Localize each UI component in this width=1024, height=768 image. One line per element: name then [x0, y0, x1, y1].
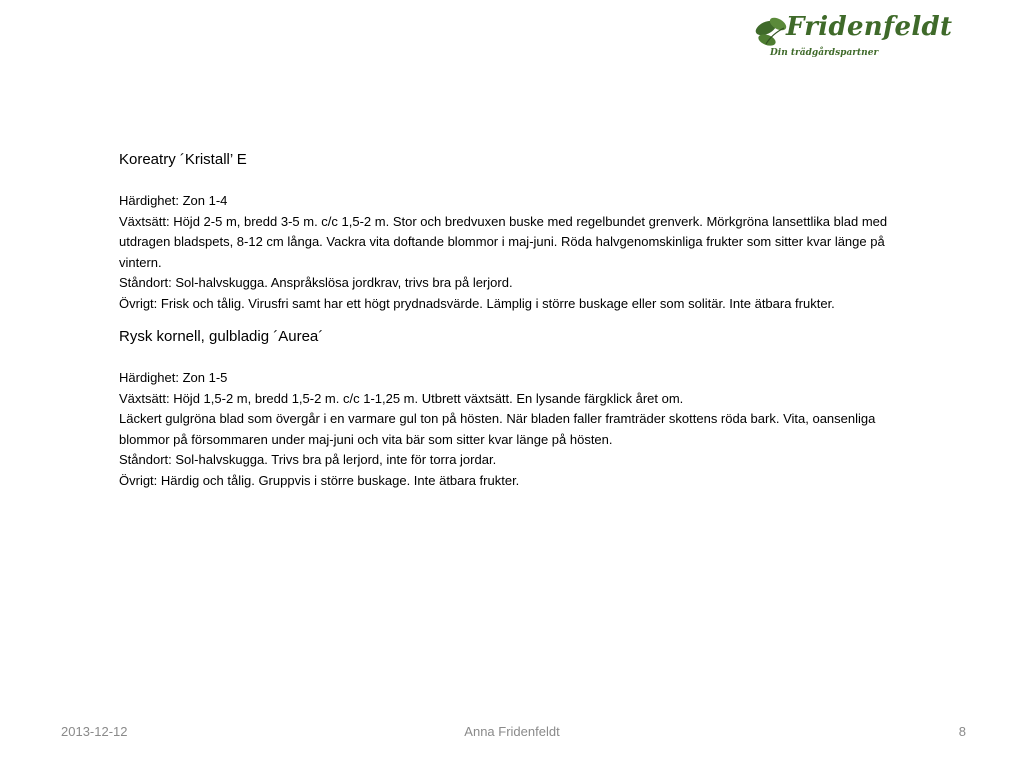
section-line-hardiness: Härdighet: Zon 1-5 — [119, 370, 228, 385]
section-line-hardiness: Härdighet: Zon 1-4 — [119, 193, 228, 208]
section-title: Koreatry ´Kristall’ E — [119, 151, 247, 168]
footer-date: 2013-12-12 — [61, 724, 128, 739]
section-line-other: Övrigt: Härdig och tålig. Gruppvis i större buskage. Inte ätbara frukter. — [119, 472, 520, 488]
section-line-site: Ståndort: Sol-halvskugga. Anspråkslösa jordkrav, trivs bra på lerjord. — [119, 275, 513, 290]
footer-author: Anna Fridenfeldt — [464, 724, 560, 739]
section-line-other: Övrigt: Frisk och tålig. Virusfri samt har ett högt prydnadsvärde. Lämplig i större buskage eller som solitär. Inte ätbara frukter. — [119, 295, 835, 311]
section-rysk-kornell — [119, 326, 919, 491]
section-koreatry — [119, 149, 919, 314]
slide-content — [119, 149, 919, 491]
section-line-leaves: Läckert gulgröna blad som övergår i en varmare gul ton på hösten. När bladen faller framträder skottens röda bark. Vita, oansenliga blommor på försommaren under maj-juni och vita bär som sitter kvar länge på hösten. — [119, 411, 876, 447]
section-line-growth: Växtsätt: Höjd 2-5 m, bredd 3-5 m. c/c 1,5-2 m. Stor och bredvuxen buske med regelbundet grenverk. Mörkgröna lansettlika blad med utdragen bladspets, 8-12 cm långa. Vackra vita doftande blommor i maj-juni. Röda halvgenomskinliga frukter som sitter kvar länge på vintern. — [119, 213, 888, 270]
section-line-growth: Växtsätt: Höjd 1,5-2 m, bredd 1,5-2 m. c/c 1-1,25 m. Utbrett växtsätt. En lysande färgklick året om. — [119, 390, 684, 406]
logo-tagline: Din trädgårdspartner — [770, 48, 879, 58]
company-logo — [752, 10, 953, 66]
footer-page-number: 8 — [958, 724, 966, 739]
section-line-site: Ståndort: Sol-halvskugga. Trivs bra på lerjord, inte för torra jordar. — [119, 452, 497, 467]
logo-wordmark: Fridenfeldt — [786, 12, 953, 42]
section-title: Rysk kornell, gulbladig ´Aurea´ — [119, 328, 324, 345]
